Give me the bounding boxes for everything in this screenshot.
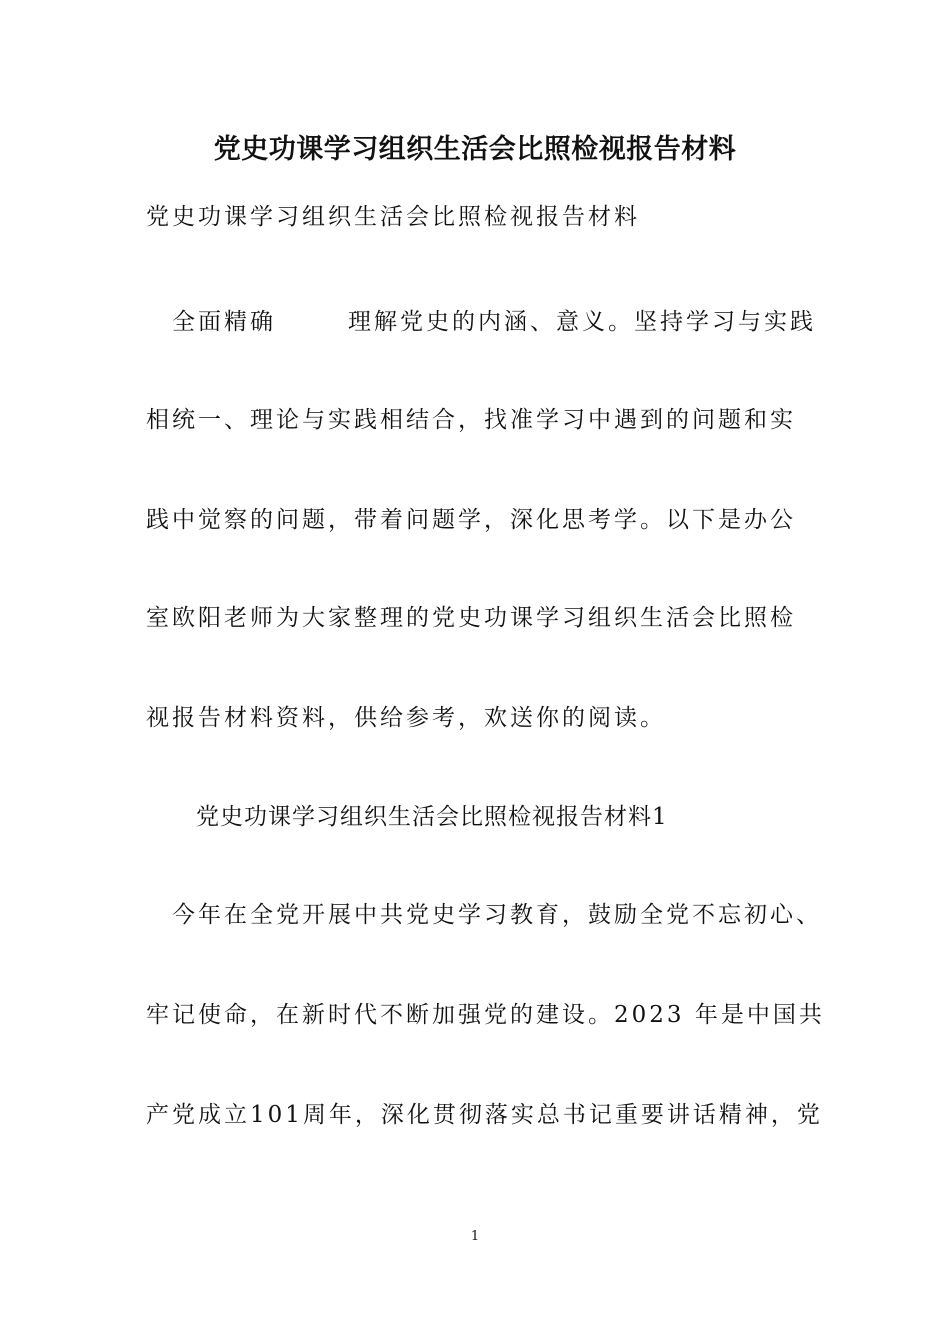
paragraph-line: 相统一、理论与实践相结合，找准学习中遇到的问题和实 [146,407,796,433]
paragraph-line: 室欧阳老师为大家整理的党史功课学习组织生活会比照检 [146,605,796,631]
paragraph-line: 产党成立101周年，深化贯彻落实总书记重要讲话精神，党 [146,1102,823,1128]
paragraph-line: 今年在全党开展中共党史学习教育，鼓励全党不忘初心、 [172,902,822,928]
page-number: 1 [470,1229,480,1244]
paragraph-line: 视报告材料资料，供给参考，欢送你的阅读。 [146,705,666,731]
paragraph-line: 党史功课学习组织生活会比照检视报告材料 [146,204,640,230]
text-fragment: 全面精确 [172,309,276,335]
section-heading: 党史功课学习组织生活会比照检视报告材料1 [196,804,668,830]
text-fragment: 理解党史的内涵、意义。坚持学习与实践 [348,309,816,335]
paragraph-line: 践中觉察的问题，带着问题学，深化思考学。以下是办公 [146,507,796,533]
document-title: 党史功课学习组织生活会比照检视报告材料 [213,134,737,165]
paragraph-line: 牢记使命，在新时代不断加强党的建设。2023 年是中国共 [146,1002,825,1028]
paragraph-line [172,302,816,342]
